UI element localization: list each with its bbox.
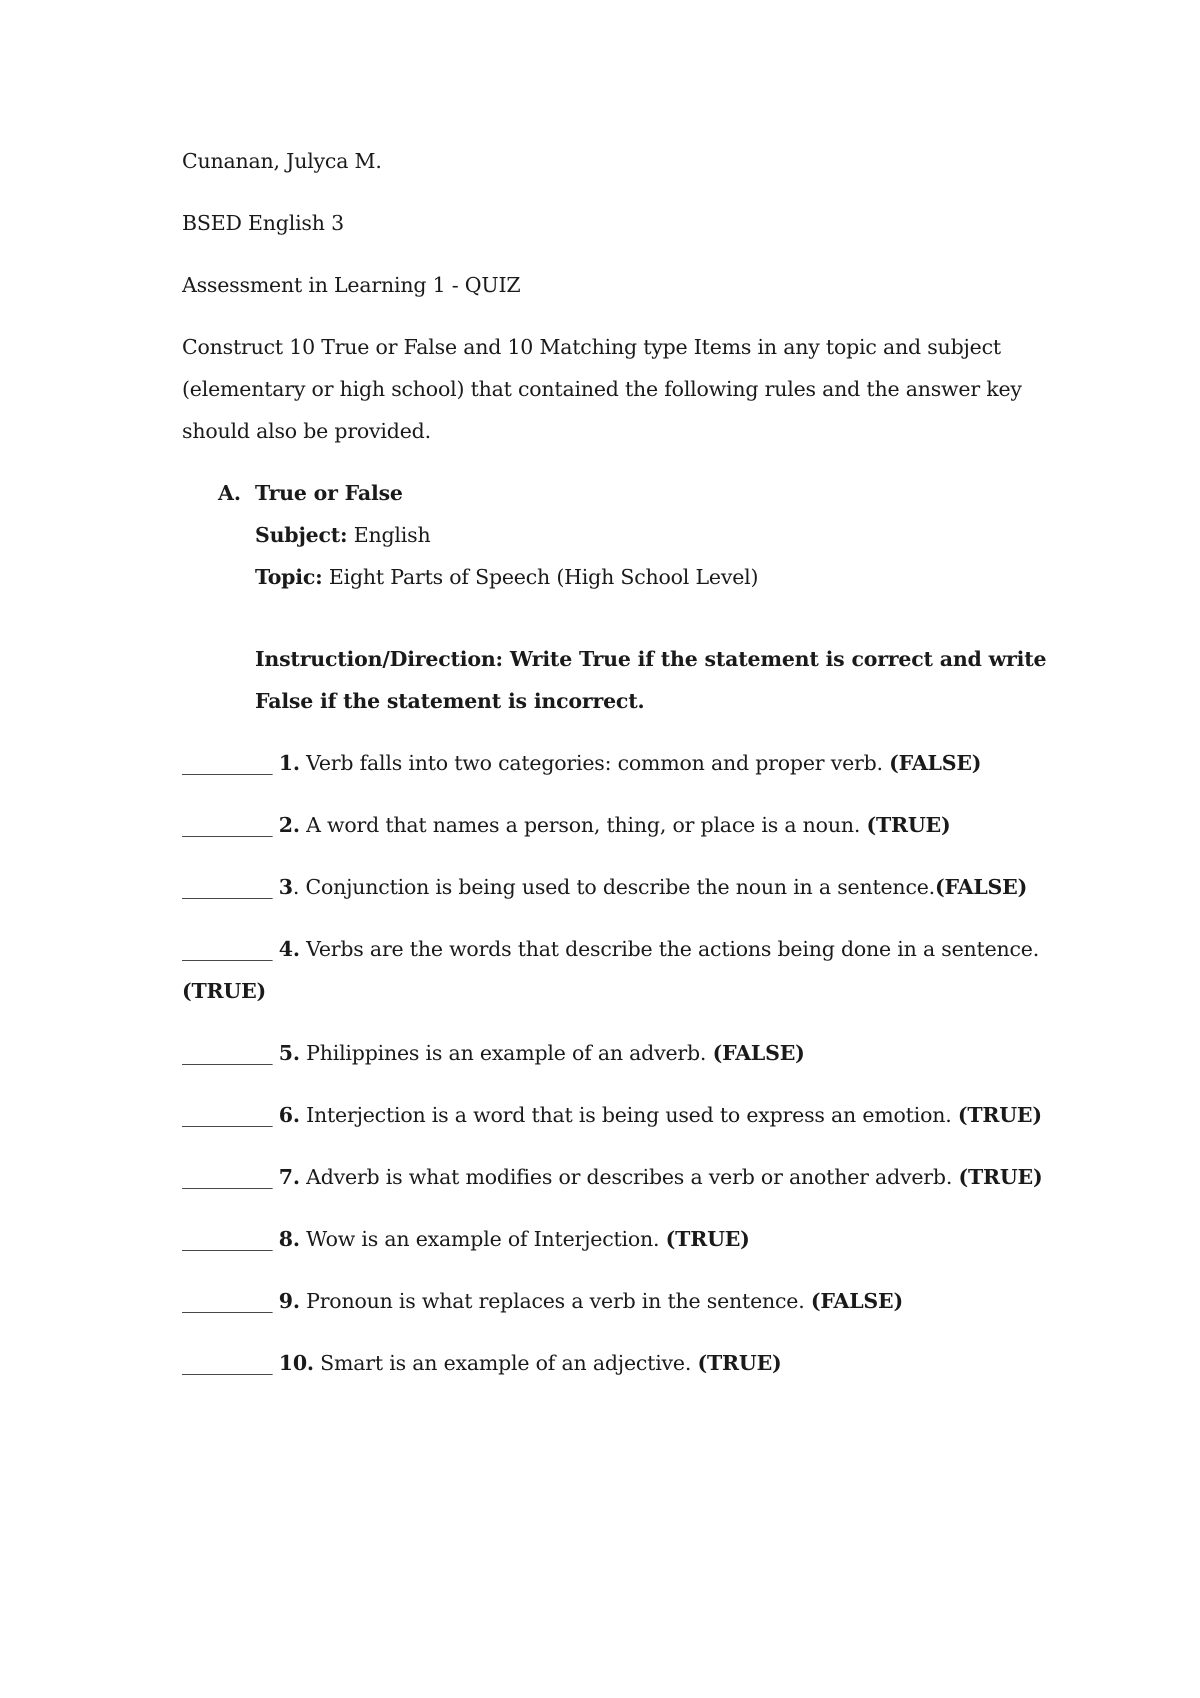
topic-value: Eight Parts of Speech (High School Level) bbox=[322, 565, 759, 589]
item-number: 2. bbox=[278, 813, 300, 837]
subject-value: English bbox=[347, 523, 431, 547]
item-text: Adverb is what modifies or describes a verb or another adverb. bbox=[299, 1165, 959, 1189]
item-text: Pronoun is what replaces a verb in the sentence. bbox=[299, 1289, 811, 1313]
intro-line: Construct 10 True or False and 10 Matching type Items in any topic and subject bbox=[182, 335, 1001, 359]
list-item bbox=[182, 1040, 805, 1066]
list-item bbox=[182, 936, 1039, 962]
list-item bbox=[182, 874, 1027, 900]
list-item bbox=[182, 750, 981, 776]
item-text: Smart is an example of an adjective. bbox=[313, 1351, 698, 1375]
section-title: True or False bbox=[255, 481, 403, 505]
answer-blank: _________ bbox=[182, 813, 273, 837]
item-text: . Conjunction is being used to describe the noun in a sentence. bbox=[292, 875, 935, 899]
subject-line bbox=[255, 522, 430, 548]
item-text: Verb falls into two categories: common and proper verb. bbox=[299, 751, 890, 775]
item-answer: (FALSE) bbox=[934, 875, 1028, 899]
item-number: 10. bbox=[278, 1351, 314, 1375]
item-answer: (TRUE) bbox=[866, 813, 951, 837]
item-answer: (TRUE) bbox=[958, 1165, 1043, 1189]
answer-blank: _________ bbox=[182, 1103, 273, 1127]
answer-blank: _________ bbox=[182, 751, 273, 775]
topic-line bbox=[255, 564, 758, 590]
item-answer: (TRUE) bbox=[182, 979, 266, 1003]
item-answer: (TRUE) bbox=[957, 1103, 1042, 1127]
item-number: 4. bbox=[278, 937, 300, 961]
item-number: 9. bbox=[278, 1289, 300, 1313]
item-text: Interjection is a word that is being used to express an emotion. bbox=[299, 1103, 958, 1127]
list-item bbox=[182, 1350, 782, 1376]
item-number: 8. bbox=[278, 1227, 300, 1251]
student-name: Cunanan, Julyca M. bbox=[182, 149, 382, 173]
subject-label: Subject: bbox=[255, 523, 348, 547]
item-text: Wow is an example of Interjection. bbox=[299, 1227, 666, 1251]
item-answer: (FALSE) bbox=[889, 751, 982, 775]
list-item bbox=[182, 1226, 750, 1252]
item-text: Verbs are the words that describe the actions being done in a sentence. bbox=[299, 937, 1040, 961]
item-number: 1. bbox=[278, 751, 300, 775]
section-marker: A. bbox=[218, 481, 242, 505]
instruction-line: False if the statement is incorrect. bbox=[255, 689, 645, 713]
list-item bbox=[182, 1102, 1042, 1128]
answer-blank: _________ bbox=[182, 1041, 273, 1065]
instruction-line: Instruction/Direction: Write True if the statement is correct and write bbox=[255, 647, 1047, 671]
topic-label: Topic: bbox=[255, 565, 323, 589]
answer-blank: _________ bbox=[182, 875, 273, 899]
item-number: 3 bbox=[278, 875, 293, 899]
quiz-title: Assessment in Learning 1 - QUIZ bbox=[182, 273, 521, 297]
item-number: 7. bbox=[278, 1165, 300, 1189]
answer-blank: _________ bbox=[182, 1227, 273, 1251]
item-text: A word that names a person, thing, or place is a noun. bbox=[299, 813, 867, 837]
intro-line: should also be provided. bbox=[182, 419, 431, 443]
item-answer: (FALSE) bbox=[712, 1041, 805, 1065]
answer-blank: _________ bbox=[182, 1165, 273, 1189]
answer-blank: _________ bbox=[182, 937, 273, 961]
item-answer: (TRUE) bbox=[697, 1351, 782, 1375]
list-item bbox=[182, 812, 950, 838]
item-number: 6. bbox=[278, 1103, 300, 1127]
item-text: Philippines is an example of an adverb. bbox=[299, 1041, 713, 1065]
intro-line: (elementary or high school) that contained the following rules and the answer key bbox=[182, 377, 1022, 401]
answer-blank: _________ bbox=[182, 1289, 273, 1313]
item-answer: (TRUE) bbox=[665, 1227, 750, 1251]
course-label: BSED English 3 bbox=[182, 211, 344, 235]
list-item bbox=[182, 1288, 903, 1314]
answer-blank: _________ bbox=[182, 1351, 273, 1375]
item-answer: (FALSE) bbox=[810, 1289, 903, 1313]
list-item bbox=[182, 1164, 1042, 1190]
item-number: 5. bbox=[278, 1041, 300, 1065]
